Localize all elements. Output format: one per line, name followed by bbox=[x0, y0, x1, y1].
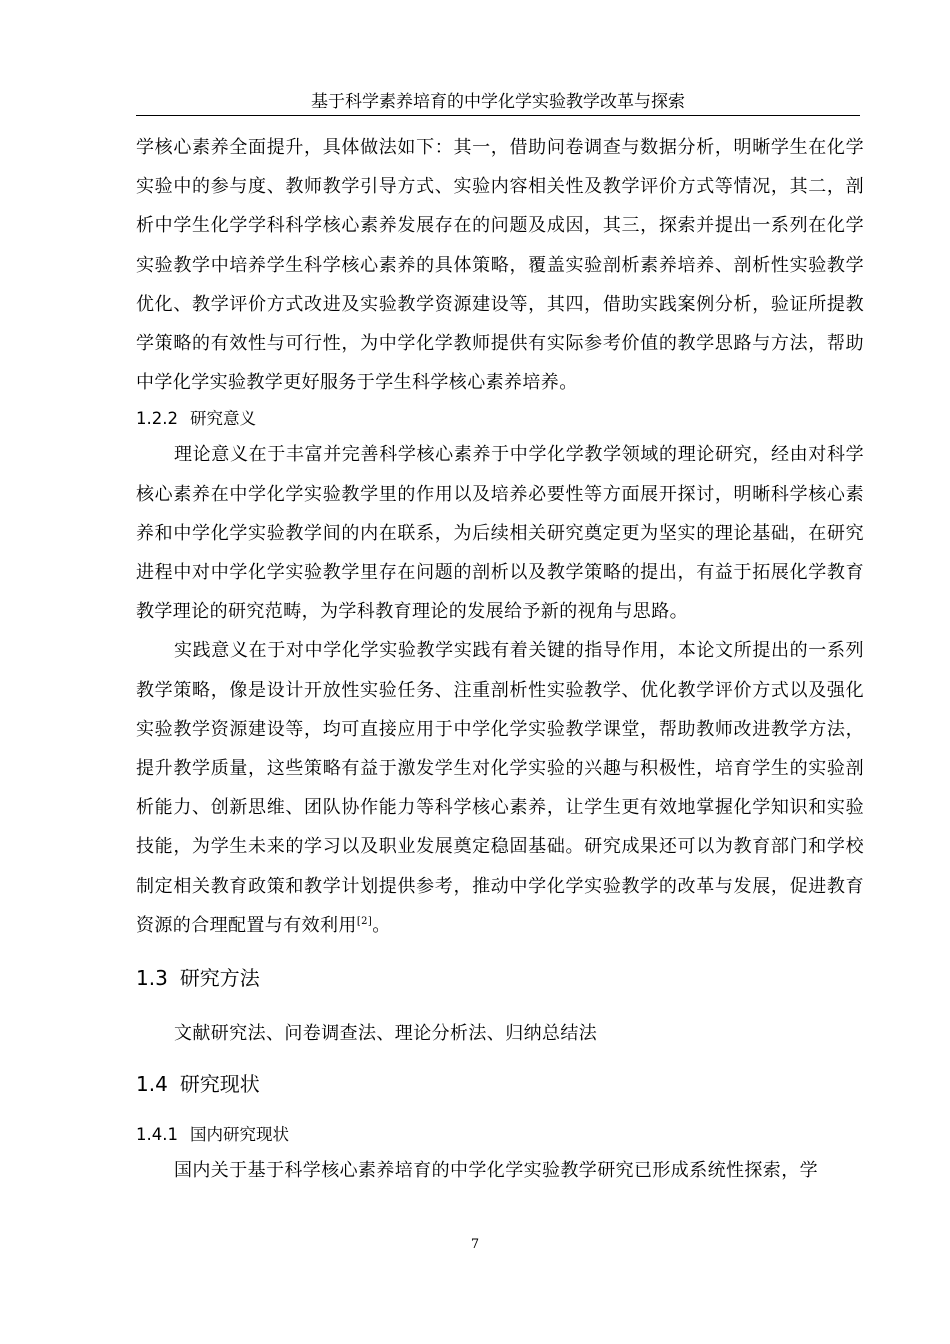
paragraph-end: 。 bbox=[372, 914, 391, 936]
body-paragraph: 文献研究法、问卷调查法、理论分析法、归纳总结法 bbox=[174, 1023, 598, 1045]
body-paragraph bbox=[136, 631, 864, 945]
body-paragraph: 学核心素养全面提升，具体做法如下：其一，借助问卷调查与数据分析，明晰学生在化学实验中的参与度、教师教学引导方式、实验内容相关性及教学评价方式等情况，其二，剖析中学生化学学科科学核心素养发展存在的问题及成因，其三，探索并提出一系列在化学实验教学中培养学生科学核心素养的具体策略，覆盖实验剖析素养培养、剖析性实验教学优化、教学评价方式改进及实验教学资源建设等，其四，借助实践案例分析，验证所提教学策略的有效性与可行性，为中学化学教师提供有实际参考价值的教学思路与方法，帮助中学化学实验教学更好服务于学生科学核心素养培养。 bbox=[136, 137, 864, 394]
section-title: 研究现状 bbox=[179, 1072, 260, 1097]
page-number: 7 bbox=[470, 1237, 480, 1252]
section-heading-1-3 bbox=[136, 962, 864, 994]
section-heading-1-4-1 bbox=[136, 1118, 864, 1151]
citation: [2] bbox=[356, 915, 373, 927]
section-heading-1-2-2 bbox=[136, 402, 864, 435]
page-body bbox=[136, 128, 864, 1190]
section-number: 1.2.2 bbox=[136, 409, 178, 429]
section-title: 研究方法 bbox=[179, 966, 260, 991]
section-heading-1-4 bbox=[136, 1068, 864, 1100]
section-title: 国内研究现状 bbox=[189, 1125, 289, 1145]
section-number: 1.4.1 bbox=[136, 1125, 178, 1145]
body-paragraph: 理论意义在于丰富并完善科学核心素养于中学化学教学领域的理论研究，经由对科学核心素养在中学化学实验教学里的作用以及培养必要性等方面展开探讨，明晰科学核心素养和中学化学实验教学间的内在联系，为后续相关研究奠定更为坚实的理论基础，在研究进程中对中学化学实验教学里存在问题的剖析以及教学策略的提出，有益于拓展化学教育教学理论的研究范畴，为学科教育理论的发展给予新的视角与思路。 bbox=[136, 444, 864, 623]
section-number: 1.4 bbox=[136, 1072, 168, 1097]
running-header: 基于科学素养培育的中学化学实验教学改革与探索 bbox=[311, 92, 685, 112]
section-number: 1.3 bbox=[136, 966, 168, 991]
section-title: 研究意义 bbox=[189, 409, 256, 429]
paragraph-text: 实践意义在于对中学化学实验教学实践有着关键的指导作用，本论文所提出的一系列教学策略，像是设计开放性实验任务、注重剖析性实验教学、优化教学评价方式以及强化实验教学资源建设等，均可直接应用于中学化学实验教学课堂，帮助教师改进教学方法，提升教学质量，这些策略有益于激发学生对化学实验的兴趣与积极性，培育学生的实验剖析能力、创新思维、团队协作能力等科学核心素养，让学生更有效地掌握化学知识和实验技能，为学生未来的学习以及职业发展奠定稳固基础。研究成果还可以为教育部门和学校制定相关教育政策和教学计划提供参考，推动中学化学实验教学的改革与发展，促进教育资源的合理配置与有效利用 bbox=[136, 640, 864, 936]
header-rule bbox=[136, 115, 860, 116]
body-paragraph: 国内关于基于科学核心素养培育的中学化学实验教学研究已形成系统性探索，学 bbox=[174, 1160, 818, 1182]
